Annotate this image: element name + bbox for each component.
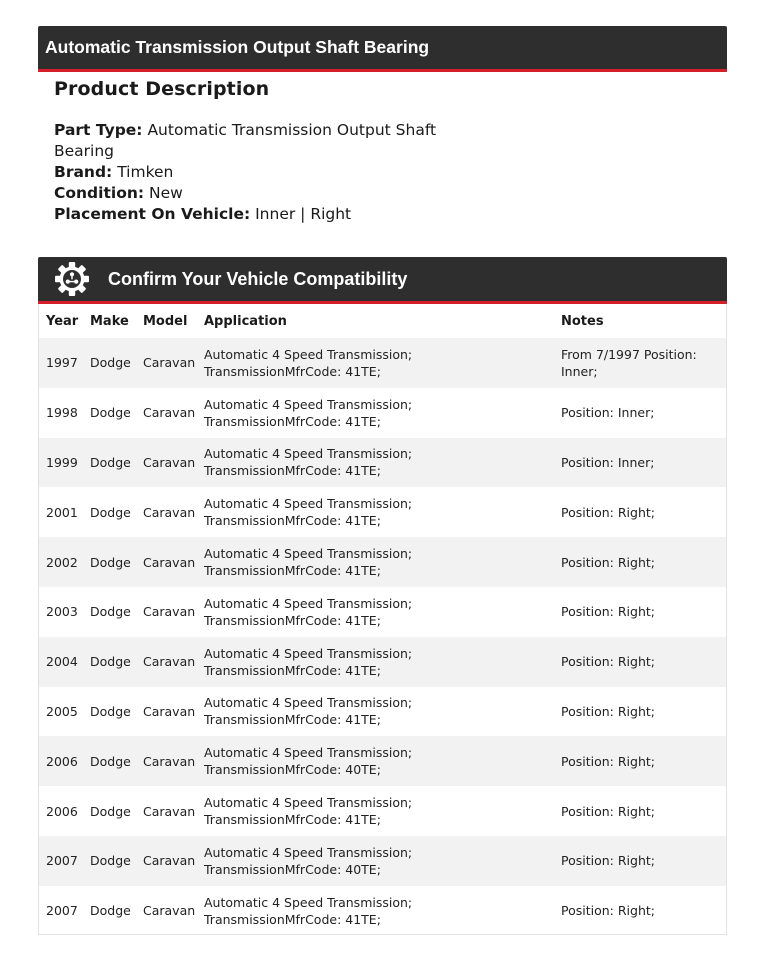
spec-label: Placement On Vehicle: [54, 205, 251, 223]
cell-year: 2002 [39, 537, 83, 587]
cell-make: Dodge [83, 836, 136, 886]
cell-application: Automatic 4 Speed Transmission; TransmissionMfrCode: 41TE; [204, 595, 413, 628]
table-row [39, 736, 727, 786]
spec-value: Timken [117, 163, 174, 181]
spec-value: Automatic Transmission Output Shaft Bearing [54, 121, 437, 160]
cell-model: Caravan [136, 836, 197, 886]
spec-placement [54, 204, 454, 225]
cell-model: Caravan [143, 803, 196, 819]
cell-model: Caravan [143, 405, 196, 421]
cell-notes: Position: Right; [554, 537, 727, 587]
cell-model: Caravan [136, 438, 197, 488]
cell-notes: Position: Right; [554, 836, 727, 886]
cell-make: Dodge [90, 903, 131, 919]
cell-application: Automatic 4 Speed Transmission; TransmissionMfrCode: 41TE; [204, 695, 413, 728]
product-title-banner [38, 26, 727, 72]
cell-year: 2001 [46, 504, 78, 520]
cell-model: Caravan [136, 537, 197, 587]
table-row [39, 487, 727, 537]
cell-application: Automatic 4 Speed Transmission; TransmissionMfrCode: 41TE; [197, 338, 554, 388]
product-title: Automatic Transmission Output Shaft Bearing [45, 37, 430, 57]
product-description [54, 76, 454, 225]
compatibility-title: Confirm Your Vehicle Compatibility [108, 268, 408, 289]
cell-make: Dodge [90, 604, 131, 620]
table-row [39, 786, 727, 836]
cell-year: 2007 [46, 903, 78, 919]
cell-model: Caravan [143, 504, 196, 520]
header-model: Model [143, 313, 188, 329]
cell-notes: From 7/1997 Position: Inner; [554, 338, 727, 388]
header-notes: Notes [561, 313, 604, 329]
cell-make: Dodge [83, 637, 136, 687]
compatibility-banner [38, 257, 727, 304]
cell-year: 2007 [39, 836, 83, 886]
spec-condition [54, 183, 454, 204]
cell-year: 2005 [46, 703, 78, 719]
cell-model: Caravan [143, 604, 196, 620]
spec-label: Part Type: [54, 121, 143, 139]
cell-make: Dodge [83, 338, 136, 388]
cell-application: Automatic 4 Speed Transmission; TransmissionMfrCode: 41TE; [204, 795, 413, 828]
table-row [39, 637, 727, 687]
cell-notes: Position: Inner; [554, 438, 727, 488]
table-header-row [39, 304, 727, 338]
header-application: Application [204, 313, 287, 329]
cell-model: Caravan [136, 637, 197, 687]
cell-application: Automatic 4 Speed Transmission; TransmissionMfrCode: 41TE; [197, 637, 554, 687]
cell-make: Dodge [83, 537, 136, 587]
cell-year: 1999 [39, 438, 83, 488]
spec-label: Brand: [54, 163, 113, 181]
cell-application: Automatic 4 Speed Transmission; TransmissionMfrCode: 41TE; [204, 894, 413, 927]
cell-application: Automatic 4 Speed Transmission; TransmissionMfrCode: 41TE; [197, 537, 554, 587]
table-row [39, 438, 727, 488]
cell-model: Caravan [136, 736, 197, 786]
spec-value: New [149, 184, 183, 202]
cell-make: Dodge [83, 438, 136, 488]
cell-make: Dodge [83, 736, 136, 786]
spec-value: Inner | Right [255, 205, 352, 223]
table-row [39, 388, 727, 438]
cell-notes: Position: Right; [561, 604, 655, 620]
spec-label: Condition: [54, 184, 145, 202]
cell-year: 1998 [46, 405, 78, 421]
cell-application: Automatic 4 Speed Transmission; TransmissionMfrCode: 41TE; [204, 396, 413, 429]
cell-application: Automatic 4 Speed Transmission; TransmissionMfrCode: 40TE; [197, 736, 554, 786]
cell-model: Caravan [136, 338, 197, 388]
cell-make: Dodge [90, 504, 131, 520]
table-row [39, 587, 727, 637]
cell-application: Automatic 4 Speed Transmission; TransmissionMfrCode: 41TE; [204, 496, 413, 529]
cell-notes: Position: Right; [561, 903, 655, 919]
cell-notes: Position: Right; [561, 703, 655, 719]
cell-year: 2003 [46, 604, 78, 620]
table-body [39, 338, 727, 935]
cell-year: 1997 [39, 338, 83, 388]
cell-year: 2004 [39, 637, 83, 687]
compatibility-table-container [38, 304, 727, 935]
cell-notes: Position: Right; [554, 736, 727, 786]
cell-make: Dodge [90, 405, 131, 421]
cell-model: Caravan [143, 703, 196, 719]
gear-icon [54, 261, 90, 297]
cell-application: Automatic 4 Speed Transmission; TransmissionMfrCode: 40TE; [197, 836, 554, 886]
description-heading: Product Description [54, 78, 270, 100]
cell-notes: Position: Right; [561, 803, 655, 819]
cell-year: 2006 [39, 736, 83, 786]
cell-notes: Position: Right; [561, 504, 655, 520]
table-row [39, 836, 727, 886]
cell-model: Caravan [143, 903, 196, 919]
header-make: Make [90, 313, 129, 329]
cell-application: Automatic 4 Speed Transmission; TransmissionMfrCode: 41TE; [197, 438, 554, 488]
table-row [39, 338, 727, 388]
cell-make: Dodge [90, 703, 131, 719]
cell-year: 2006 [46, 803, 78, 819]
cell-notes: Position: Right; [554, 637, 727, 687]
spec-part-type [54, 120, 454, 162]
cell-notes: Position: Inner; [561, 405, 655, 421]
compatibility-table [39, 304, 727, 935]
spec-brand [54, 162, 454, 183]
table-row [39, 886, 727, 935]
table-row [39, 537, 727, 587]
table-row [39, 687, 727, 737]
cell-make: Dodge [90, 803, 131, 819]
header-year: Year [46, 313, 79, 329]
